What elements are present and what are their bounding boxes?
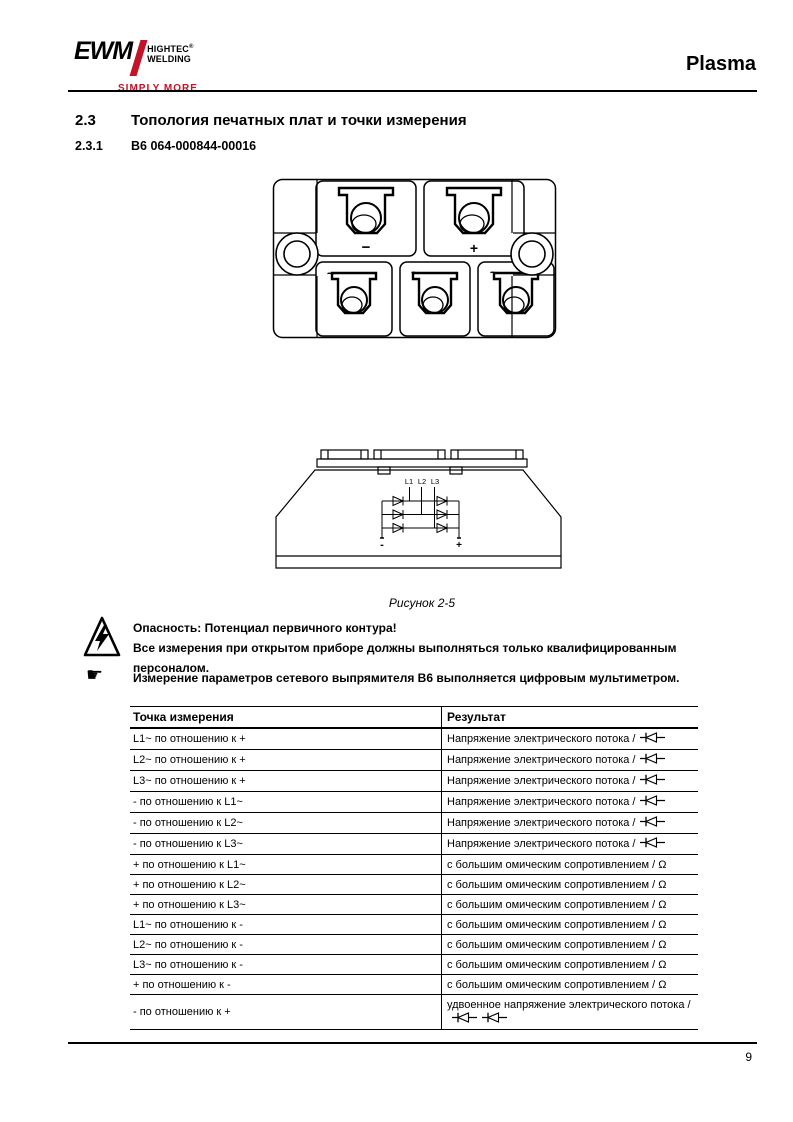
result-cell — [442, 834, 699, 855]
result-text: Напряжение электрического потока / — [447, 774, 636, 787]
result-text: с большим омическим сопротивлением / Ω — [447, 978, 667, 991]
diode-symbol-icon — [640, 837, 665, 852]
danger-body: Все измерения при открытом приборе должны выполняться только квалифицированным персоналом. — [133, 641, 677, 675]
measure-point-cell: - по отношению к L1~ — [130, 792, 442, 813]
logo-slash-icon — [130, 40, 148, 76]
danger-text — [133, 618, 743, 678]
phase-l1-label: L1 — [404, 477, 414, 486]
diode-symbol-icon — [640, 753, 665, 768]
section-title: Топология печатных плат и точки измерения — [131, 112, 467, 129]
result-cell — [442, 915, 699, 935]
diode-symbol-icon — [640, 795, 665, 810]
measure-point-cell: + по отношению к L2~ — [130, 875, 442, 895]
result-text: Напряжение электрического потока / — [447, 837, 636, 850]
measure-point-cell: - по отношению к L2~ — [130, 813, 442, 834]
result-cell — [442, 750, 699, 771]
module-side-view-figure — [272, 443, 572, 576]
table-row — [130, 975, 698, 995]
module-side-view-drawing — [272, 443, 572, 571]
result-cell — [442, 728, 699, 750]
high-voltage-warning-icon — [83, 616, 121, 663]
result-cell — [442, 771, 699, 792]
logo-subtitle — [147, 40, 194, 64]
terminal-minus-label: − — [361, 239, 371, 256]
table-row — [130, 915, 698, 935]
result-cell — [442, 955, 699, 975]
registered-mark: ® — [189, 44, 194, 50]
measure-point-cell: - по отношению к L3~ — [130, 834, 442, 855]
result-cell — [442, 935, 699, 955]
table-row — [130, 955, 698, 975]
measurement-table-body — [130, 728, 698, 1030]
logo-line1: HIGHTEC — [147, 44, 190, 54]
section-number: 2.3 — [75, 112, 96, 129]
phase-l2-label: L2 — [417, 477, 427, 486]
section-heading — [75, 112, 467, 129]
result-cell — [442, 975, 699, 995]
diode-symbol-icon — [452, 1012, 477, 1027]
measure-point-cell: L3~ по отношению к + — [130, 771, 442, 792]
result-cell — [442, 895, 699, 915]
result-text: с большим омическим сопротивлением / Ω — [447, 858, 667, 871]
result-text: Напряжение электрического потока / — [447, 816, 636, 829]
product-title: Plasma — [685, 53, 756, 75]
measure-point-cell: L3~ по отношению к - — [130, 955, 442, 975]
table-row — [130, 875, 698, 895]
logo-wordmark: EWM — [74, 37, 133, 65]
terminal-ac1-label: ~ — [326, 265, 336, 281]
terminal-ac2-label: ~ — [410, 264, 420, 280]
page-number: 9 — [745, 1050, 752, 1064]
diode-symbol-icon — [640, 774, 665, 789]
result-text: с большим омическим сопротивлением / Ω — [447, 938, 667, 951]
note-text: Измерение параметров сетевого выпрямителя B6 выполняется цифровым мультиметром. — [133, 671, 680, 685]
table-row — [130, 834, 698, 855]
measure-point-cell: + по отношению к L3~ — [130, 895, 442, 915]
result-cell — [442, 995, 699, 1030]
danger-title: Опасность: Потенциал первичного контура! — [133, 621, 397, 635]
terminal-ac3-label: ~ — [489, 264, 499, 280]
measure-point-cell: + по отношению к L1~ — [130, 855, 442, 875]
table-row — [130, 771, 698, 792]
result-text: удвоенное напряжение электрического потока / — [447, 998, 691, 1011]
logo-tagline: SIMPLY MORE — [118, 83, 198, 94]
diode-symbol-icon — [640, 816, 665, 831]
bus-plus-label: + — [456, 540, 462, 551]
table-row — [130, 855, 698, 875]
measurement-table — [130, 706, 698, 1030]
result-text: Напряжение электрического потока / — [447, 753, 636, 766]
bus-minus-label: - — [380, 539, 384, 551]
result-cell — [442, 875, 699, 895]
result-text: с большим омическим сопротивлением / Ω — [447, 898, 667, 911]
measure-point-cell: L1~ по отношению к + — [130, 728, 442, 750]
table-row — [130, 895, 698, 915]
result-cell — [442, 855, 699, 875]
pointing-hand-icon: ☛ — [86, 665, 104, 686]
result-text: с большим омическим сопротивлением / Ω — [447, 958, 667, 971]
table-row — [130, 792, 698, 813]
result-text: Напряжение электрического потока / — [447, 795, 636, 808]
ewm-logo — [74, 37, 198, 94]
footer-divider — [68, 1042, 757, 1044]
header-divider — [68, 90, 757, 92]
table-row — [130, 728, 698, 750]
result-text: с большим омическим сопротивлением / Ω — [447, 878, 667, 891]
module-top-view-figure — [272, 178, 557, 345]
table-row — [130, 750, 698, 771]
measure-point-cell: L2~ по отношению к + — [130, 750, 442, 771]
column-header-result: Результат — [442, 707, 699, 729]
subsection-title: B6 064-000844-00016 — [131, 139, 257, 153]
subsection-heading — [75, 139, 256, 153]
diode-symbol-icon — [640, 732, 665, 747]
logo-line2: WELDING — [147, 54, 192, 64]
measure-point-cell: + по отношению к - — [130, 975, 442, 995]
result-text: с большим омическим сопротивлением / Ω — [447, 918, 667, 931]
column-header-measure-point: Точка измерения — [130, 707, 442, 729]
result-text: Напряжение электрического потока / — [447, 732, 636, 745]
measure-point-cell: - по отношению к + — [130, 995, 442, 1030]
table-header-row — [130, 707, 698, 729]
table-row — [130, 935, 698, 955]
terminal-plus-label: + — [469, 240, 479, 256]
table-row — [130, 813, 698, 834]
measure-point-cell: L2~ по отношению к - — [130, 935, 442, 955]
module-top-view-drawing — [272, 178, 557, 340]
result-cell — [442, 792, 699, 813]
diode-symbol-icon — [482, 1012, 507, 1027]
measure-point-cell: L1~ по отношению к - — [130, 915, 442, 935]
figure-caption: Рисунок 2-5 — [388, 596, 456, 610]
phase-l3-label: L3 — [430, 477, 440, 486]
table-row — [130, 995, 698, 1030]
result-cell — [442, 813, 699, 834]
subsection-number: 2.3.1 — [75, 139, 103, 153]
